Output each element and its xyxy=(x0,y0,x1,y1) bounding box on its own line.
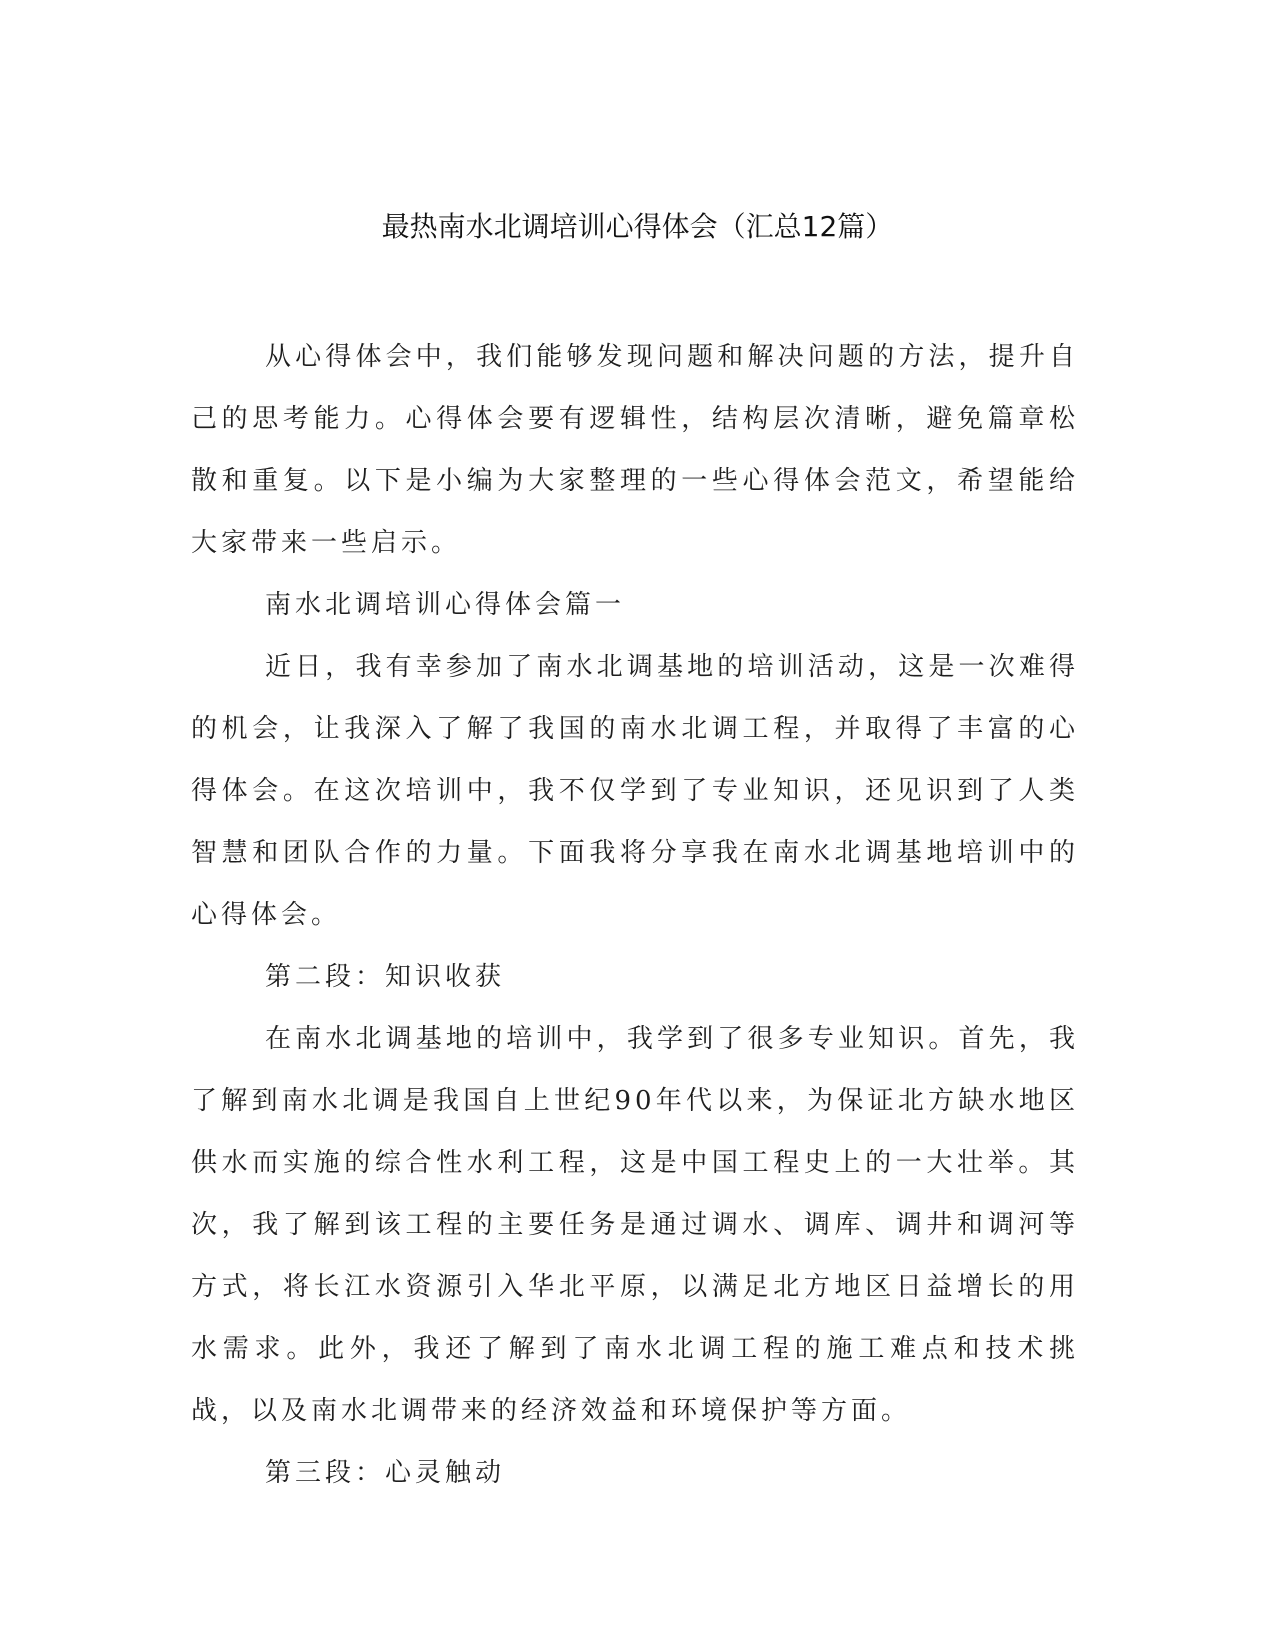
body-paragraph: 在南水北调基地的培训中，我学到了很多专业知识。首先，我了解到南水北调是我国自上世纪90年代以来，为保证北方缺水地区供水而实施的综合性水利工程，这是中国工程史上的一大壮举。其次，我了解到该工程的主要任务是通过调水、调库、调井和调河等方式，将长江水资源引入华北平原，以满足北方地区日益增长的用水需求。此外，我还了解到了南水北调工程的施工难点和技术挑战，以及南水北调带来的经济效益和环境保护等方面。 xyxy=(191,1024,1079,1426)
intro-paragraph: 从心得体会中，我们能够发现问题和解决问题的方法，提升自己的思考能力。心得体会要有逻辑性，结构层次清晰，避免篇章松散和重复。以下是小编为大家整理的一些心得体会范文，希望能给大家带来一些启示。 xyxy=(191,342,1079,558)
section-heading-inspiration: 第三段：心灵触动 xyxy=(265,1458,506,1488)
section-heading-part-one: 南水北调培训心得体会篇一 xyxy=(265,590,626,620)
document-title: 最热南水北调培训心得体会（汇总12篇） xyxy=(381,210,894,243)
section-heading-knowledge: 第二段：知识收获 xyxy=(265,962,506,992)
body-paragraph: 近日，我有幸参加了南水北调基地的培训活动，这是一次难得的机会，让我深入了解了我国的南水北调工程，并取得了丰富的心得体会。在这次培训中，我不仅学到了专业知识，还见识到了人类智慧和团队合作的力量。下面我将分享我在南水北调基地培训中的心得体会。 xyxy=(191,652,1079,930)
document-body xyxy=(191,326,1079,1504)
